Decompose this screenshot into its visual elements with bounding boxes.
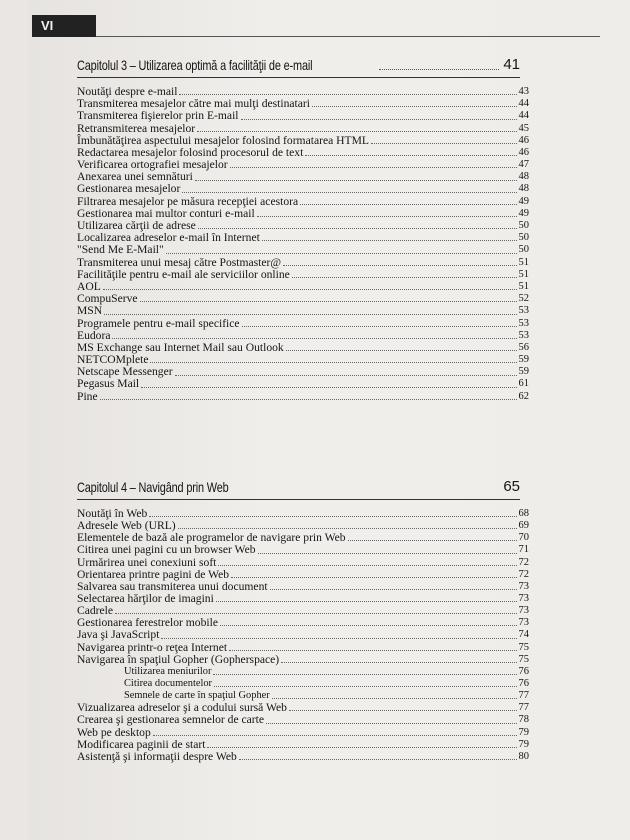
toc-entry-title: Citirea documentelor (124, 677, 213, 689)
toc-leader-dots (218, 565, 516, 566)
toc-entry-title: Gestionarea mesajelor (77, 182, 181, 196)
toc-leader-dots (175, 375, 517, 376)
toc-entry (77, 281, 529, 293)
toc-leader-dots (150, 362, 516, 363)
toc-entry-page: 44 (518, 110, 529, 122)
toc-entry-page: 62 (518, 390, 529, 402)
toc-entry-title: Semnele de carte în spaţiul Gopher (124, 690, 270, 702)
toc-entry-page: 47 (518, 159, 529, 171)
chapter-4-page: 65 (503, 478, 520, 495)
toc-entry-page: 51 (518, 280, 529, 292)
toc-leader-dots (239, 759, 517, 760)
toc-leader-dots (242, 326, 517, 327)
toc-entry-page: 76 (518, 665, 529, 677)
toc-entry (77, 305, 529, 317)
toc-leader-dots (257, 216, 517, 217)
toc-leader-dots (305, 155, 516, 156)
toc-entry-page: 75 (518, 653, 529, 665)
toc-entry (77, 739, 529, 751)
toc-entry (77, 727, 529, 739)
toc-leader-dots (198, 228, 517, 229)
toc-entry-page: 50 (518, 244, 529, 256)
toc-entry-page: 71 (518, 544, 529, 556)
toc-entry-page: 50 (518, 232, 529, 244)
toc-leader-dots (270, 589, 517, 590)
toc-entry-title: Selectarea hărţilor de imagini (77, 591, 214, 605)
toc-leader-dots (231, 577, 516, 578)
toc-leader-dots (195, 180, 517, 181)
toc-entry (77, 666, 529, 678)
toc-entry (77, 244, 529, 256)
toc-entry (77, 257, 529, 269)
toc-entry-title: Retransmiterea mesajelor (77, 121, 196, 135)
toc-entry-title: MSN (77, 304, 103, 318)
toc-entry-title: Transmiterea mesajelor către mai mulţi destinatari (77, 97, 310, 111)
toc-entry-page: 73 (518, 605, 529, 617)
toc-leader-dots (216, 601, 517, 602)
toc-entry-page: 46 (518, 146, 529, 158)
toc-entry (77, 110, 529, 122)
toc-entry-title: Îmbunătăţirea aspectului mesajelor folosind formatarea HTML (77, 133, 369, 147)
toc-entry-title: Urmărirea unei conexiuni soft (77, 555, 217, 569)
toc-leader-dots (286, 350, 517, 351)
toc-entry (77, 391, 529, 403)
toc-entry-page: 72 (518, 556, 529, 568)
toc-entry-page: 80 (518, 750, 529, 762)
toc-leader-dots (229, 650, 516, 651)
toc-entry-page: 50 (518, 220, 529, 232)
toc-entry-page: 69 (518, 520, 529, 532)
toc-leader-dots (281, 662, 516, 663)
toc-leader-dots (348, 540, 517, 541)
toc-entry-title: Utilizarea cărţii de adrese (77, 219, 196, 233)
toc-entry-title: Noutăţi în Web (77, 506, 148, 520)
toc-leader-dots (214, 686, 516, 687)
toc-entry (77, 678, 529, 690)
toc-entry (77, 557, 529, 569)
toc-entry (77, 293, 529, 305)
toc-leader-dots (153, 735, 517, 736)
toc-leader-dots (272, 698, 517, 699)
toc-entry-page: 72 (518, 568, 529, 580)
toc-leader-dots (258, 553, 517, 554)
toc-entry-title: NETCOMplete (77, 353, 149, 367)
toc-entry (77, 318, 529, 330)
chapter-3-leader (379, 69, 500, 70)
toc-entry (77, 629, 529, 641)
toc-leader-dots (104, 314, 516, 315)
toc-entry-page: 51 (518, 256, 529, 268)
toc-entry-title: Adresele Web (URL) (77, 519, 176, 533)
toc-entry-title: Pegasus Mail (77, 377, 140, 391)
chapter-4-rule (77, 499, 520, 500)
toc-entry-title: Web pe desktop (77, 725, 151, 739)
toc-entry-title: Vizualizarea adreselor şi a codului sursă Web (77, 701, 287, 715)
toc-leader-dots (207, 747, 516, 748)
toc-entry-title: Facilităţile pentru e-mail ale serviciilor online (77, 267, 290, 281)
toc-entry-page: 51 (518, 268, 529, 280)
toc-entry-title: Elementele de bază ale programelor de navigare prin Web (77, 531, 346, 545)
chapter-3-entries (77, 86, 529, 403)
toc-leader-dots (292, 277, 517, 278)
toc-entry-title: Transmiterea unui mesaj către Postmaster@ (77, 255, 282, 269)
toc-entry-page: 79 (518, 738, 529, 750)
toc-entry-title: Citirea unei pagini cu un browser Web (77, 543, 256, 557)
toc-entry-title: Filtrarea mesajelor pe măsura recepţiei acestora (77, 194, 299, 208)
toc-entry-title: Modificarea paginii de start (77, 737, 206, 751)
toc-leader-dots (197, 131, 516, 132)
chapter-3-title: Capitolul 3 – Utilizarea optimă a facilităţii de e-mail (77, 57, 313, 73)
toc-entry-page: 73 (518, 580, 529, 592)
toc-entry (77, 593, 529, 605)
toc-entry-title: AOL (77, 279, 101, 293)
toc-entry-title: Pine (77, 389, 98, 403)
toc-entry-title: Asistenţă şi informaţii despre Web (77, 749, 237, 763)
chapter-3-rule (77, 77, 520, 78)
toc-leader-dots (178, 528, 517, 529)
page-number-tab (32, 15, 96, 37)
toc-leader-dots (182, 192, 516, 193)
toc-leader-dots (161, 638, 516, 639)
toc-entry (77, 123, 529, 135)
toc-entry (77, 642, 529, 654)
toc-entry-title: Java şi JavaScript (77, 628, 160, 642)
toc-entry-page: 48 (518, 183, 529, 195)
toc-entry-title: Utilizarea meniurilor (124, 665, 212, 677)
toc-entry-page: 45 (518, 122, 529, 134)
toc-entry-page: 74 (518, 629, 529, 641)
toc-leader-dots (141, 387, 516, 388)
toc-entry-title: Localizarea adreselor e-mail în Internet (77, 231, 260, 245)
toc-leader-dots (149, 516, 516, 517)
toc-leader-dots (230, 167, 517, 168)
toc-entry-page: 52 (518, 293, 529, 305)
toc-entry-page: 68 (518, 507, 529, 519)
toc-leader-dots (103, 289, 517, 290)
toc-leader-dots (179, 94, 516, 95)
toc-leader-dots (300, 204, 516, 205)
toc-entry-title: Verificarea ortografiei mesajelor (77, 158, 228, 172)
chapter-3-heading (77, 56, 520, 73)
page-number: VI (41, 18, 54, 33)
toc-leader-dots (213, 674, 516, 675)
toc-entry-page: 53 (518, 317, 529, 329)
toc-entry (77, 714, 529, 726)
toc-entry-title: "Send Me E-Mail" (77, 243, 164, 257)
toc-leader-dots (312, 106, 517, 107)
toc-entry-title: Orientarea printre pagini de Web (77, 567, 230, 581)
toc-entry-title: Anexarea unei semnături (77, 170, 193, 184)
toc-leader-dots (100, 399, 517, 400)
toc-entry-page: 56 (518, 341, 529, 353)
toc-entry-page: 73 (518, 592, 529, 604)
toc-leader-dots (283, 265, 516, 266)
toc-entry-page: 70 (518, 532, 529, 544)
toc-entry-page: 79 (518, 726, 529, 738)
toc-entry-page: 43 (518, 85, 529, 97)
toc-entry-title: Gestionarea mai multor conturi e-mail (77, 206, 255, 220)
toc-entry-title: MS Exchange sau Internet Mail sau Outlook (77, 340, 284, 354)
chapter-4-entries (77, 508, 529, 763)
toc-entry (77, 544, 529, 556)
toc-leader-dots (266, 723, 516, 724)
toc-entry-page: 59 (518, 366, 529, 378)
toc-entry-page: 44 (518, 98, 529, 110)
header-rule (96, 36, 600, 37)
toc-entry-title: Navigarea printr-o reţea Internet (77, 640, 228, 654)
toc-entry-page: 49 (518, 207, 529, 219)
toc-leader-dots (220, 625, 517, 626)
toc-entry-title: Crearea şi gestionarea semnelor de carte (77, 713, 265, 727)
chapter-4-title: Capitolul 4 – Navigând prin Web (77, 479, 229, 495)
chapter-4-heading (77, 478, 520, 495)
toc-entry (77, 269, 529, 281)
toc-entry-title: Gestionarea ferestrelor mobile (77, 616, 218, 630)
toc-entry-page: 75 (518, 641, 529, 653)
toc-entry (77, 379, 529, 391)
toc-leader-dots (140, 301, 517, 302)
toc-entry-title: Redactarea mesajelor folosind procesorul de text (77, 145, 304, 159)
chapter-3-page: 41 (503, 56, 520, 73)
toc-entry (77, 366, 529, 378)
toc-entry-page: 73 (518, 617, 529, 629)
toc-entry-page: 77 (518, 702, 529, 714)
toc-entry-page: 59 (518, 354, 529, 366)
toc-leader-dots (166, 253, 517, 254)
toc-leader-dots (371, 143, 517, 144)
toc-entry-page: 48 (518, 171, 529, 183)
toc-leader-dots (115, 613, 516, 614)
toc-entry-page: 53 (518, 329, 529, 341)
toc-entry (77, 751, 529, 763)
toc-leader-dots (241, 119, 517, 120)
toc-leader-dots (262, 240, 517, 241)
toc-entry-title: Cadrele (77, 604, 114, 618)
toc-entry (77, 654, 529, 666)
toc-entry-title: Programele pentru e-mail specifice (77, 316, 240, 330)
toc-entry (77, 184, 529, 196)
toc-entry-title: Navigarea în spaţiul Gopher (Gopherspace) (77, 652, 280, 666)
toc-entry-page: 53 (518, 305, 529, 317)
toc-entry-title: Eudora (77, 328, 111, 342)
toc-entry-page: 61 (518, 378, 529, 390)
toc-leader-dots (112, 338, 516, 339)
toc-entry-title: Transmiterea fişierelor prin E-mail (77, 109, 239, 123)
toc-entry-page: 49 (518, 195, 529, 207)
toc-leader-dots (289, 710, 517, 711)
toc-entry-page: 77 (518, 690, 529, 702)
toc-entry-title: Salvarea sau transmiterea unui document (77, 579, 268, 593)
toc-entry-title: Netscape Messenger (77, 365, 173, 379)
toc-entry-title: CompuServe (77, 292, 138, 306)
toc-entry-page: 76 (518, 677, 529, 689)
toc-entry-page: 78 (518, 714, 529, 726)
toc-entry-title: Noutăţi despre e-mail (77, 84, 178, 98)
toc-entry-page: 46 (518, 134, 529, 146)
